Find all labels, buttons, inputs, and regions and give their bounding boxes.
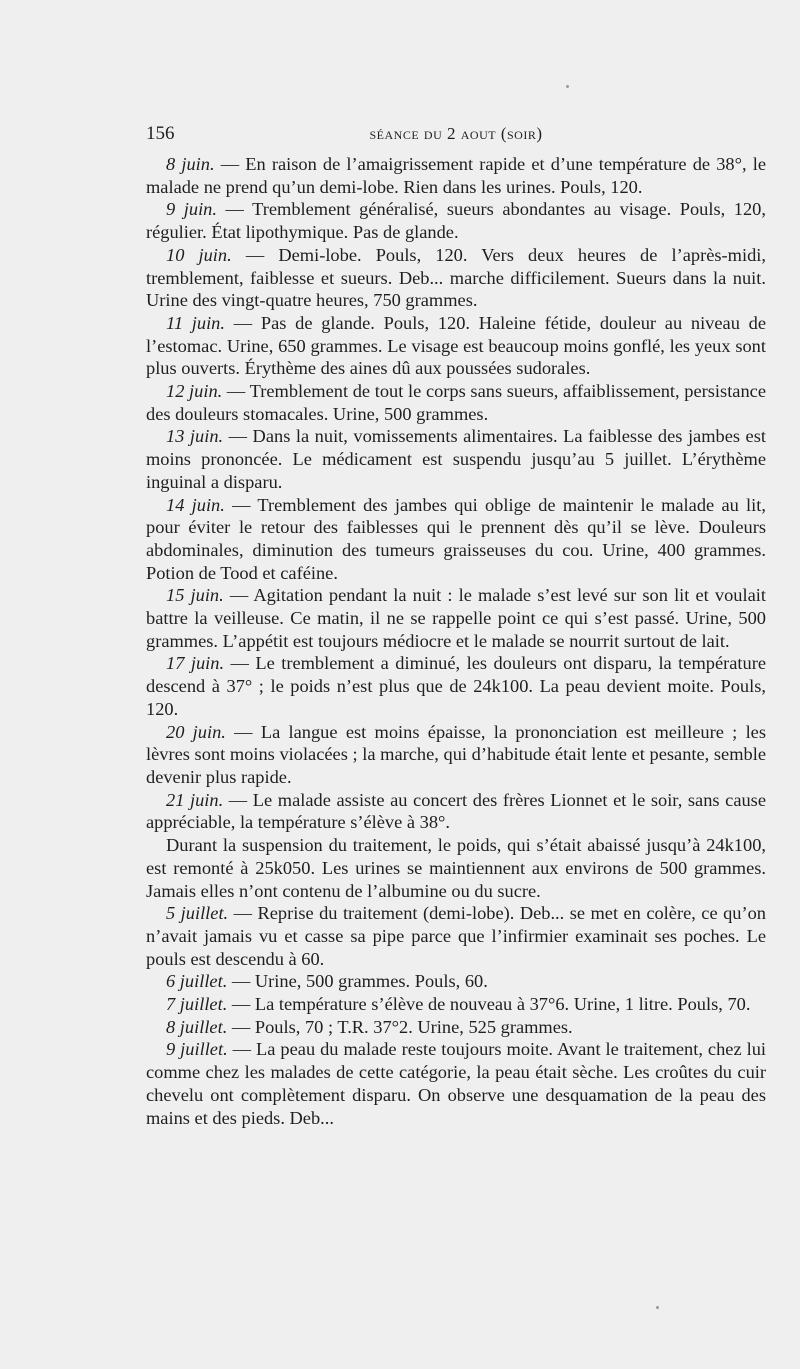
diary-entry: [146, 970, 766, 993]
diary-entry: [146, 244, 766, 312]
entry-date: 21 juin.: [166, 789, 224, 810]
entry-text: — Demi-lobe. Pouls, 120. Vers deux heures de l’après-midi, tremblement, faiblesse et sueurs. Deb... marche difficilement. Sueurs dans la nuit. Urine des vingt-quatre heures, 750 grammes.: [146, 244, 766, 311]
entry-date: 7 juillet.: [166, 994, 228, 1015]
entry-date: 13 juin.: [166, 426, 224, 447]
entry-text: — Pouls, 70 ; T.R. 37°2. Urine, 525 grammes.: [227, 1016, 573, 1037]
page-header: [146, 123, 766, 147]
entry-date: 6 juillet.: [166, 971, 228, 992]
entry-text: — Tremblement des jambes qui oblige de maintenir le malade au lit, pour éviter le retour des faiblesses qui le prennent dès qu’il se lève. Douleurs abdominales, diminution des tumeurs graisseuses du cou. Urine, 400 grammes. Potion de Tood et caféine.: [146, 494, 766, 583]
entry-date: 9 juin.: [166, 199, 217, 220]
diary-entry: [146, 902, 766, 970]
diary-entry: [146, 652, 766, 720]
entry-text: — Urine, 500 grammes. Pouls, 60.: [227, 971, 488, 992]
entry-text: — Tremblement de tout le corps sans sueurs, affaiblissement, persistance des douleurs stomacales. Urine, 500 grammes.: [146, 381, 766, 424]
entry-text: Durant la suspension du traitement, le poids, qui s’était abaissé jusqu’à 24k100, est remonté à 25k050. Les urines se maintiennent aux environs de 500 grammes. Jamais elles n’ont contenu de l’albumine ou du sucre.: [146, 835, 766, 901]
diary-entry: [146, 198, 766, 243]
diary-entry: [146, 425, 766, 493]
diary-entry: [146, 721, 766, 789]
entry-text: — Pas de glande. Pouls, 120. Haleine fétide, douleur au niveau de l’estomac. Urine, 650 grammes. Le visage est beaucoup moins gonflé, les yeux sont plus ouverts. Érythème des aines dû aux poussées sudorales.: [146, 312, 766, 379]
diary-entry: [146, 789, 766, 834]
entry-date: 5 juillet.: [166, 903, 229, 924]
summary-paragraph: [146, 834, 766, 902]
diary-entry: [146, 1038, 766, 1129]
diary-entry: [146, 1016, 766, 1039]
entry-text: — La peau du malade reste toujours moite. Avant le traitement, chez lui comme chez les malades de cette catégorie, la peau était sèche. Les croûtes du cuir chevelu ont complètement disparu. On observe une desquamation de la peau des mains et des pieds. Deb...: [146, 1039, 766, 1128]
entry-text: — Tremblement généralisé, sueurs abondantes au visage. Pouls, 120, régulier. État lipothymique. Pas de glande.: [146, 199, 766, 243]
diary-entry: [146, 312, 766, 380]
entry-text: — La température s’élève de nouveau à 37°6. Urine, 1 litre. Pouls, 70.: [227, 994, 751, 1015]
diary-entry: [146, 993, 766, 1016]
body-text: [146, 153, 766, 1129]
entry-date: 14 juin.: [166, 494, 225, 515]
entry-text: — La langue est moins épaisse, la prononciation est meilleure ; les lèvres sont moins violacées ; la marche, qui d’habitude était lente et pesante, semble devenir plus rapide.: [146, 721, 766, 787]
entry-text: — En raison de l’amaigrissement rapide et d’une température de 38°, le malade ne prend qu’un demi-lobe. Rien dans les urines. Pouls, 120.: [146, 154, 766, 197]
diary-entry: [146, 494, 766, 585]
entry-text: — Agitation pendant la nuit : le malade s’est levé sur son lit et voulait battre la veilleuse. Ce matin, il ne se rappelle point ce qui s’est passé. Urine, 500 grammes. L’appétit est toujours médiocre et le malade se nourrit surtout de lait.: [146, 585, 766, 651]
entry-date: 12 juin.: [166, 381, 223, 402]
entry-date: 15 juin.: [166, 585, 224, 606]
entry-date: 20 juin.: [166, 721, 226, 742]
entry-date: 8 juin.: [166, 154, 215, 174]
entry-text: — Reprise du traitement (demi-lobe). Deb... se met en colère, ce qu’on n’avait jamais vu et casse sa pipe parce que l’infirmier examinait ses poches. Le pouls est descendu à 60.: [146, 903, 766, 969]
diary-entry: [146, 380, 766, 425]
paper-speck: [656, 1306, 659, 1309]
running-title: séance du 2 aout (soir): [369, 124, 543, 143]
entry-date: 9 juillet.: [166, 1039, 228, 1060]
entry-text: — Dans la nuit, vomissements alimentaires. La faiblesse des jambes est moins prononcée. Le médicament est suspendu jusqu’au 5 juillet. L’érythème inguinal a disparu.: [146, 426, 766, 492]
entry-text: — Le tremblement a diminué, les douleurs ont disparu, la température descend à 37° ; le poids n’est plus que de 24k100. La peau devient moite. Pouls, 120.: [146, 653, 766, 719]
diary-entry: [146, 153, 766, 198]
entry-date: 11 juin.: [166, 312, 225, 333]
entry-text: — Le malade assiste au concert des frères Lionnet et le soir, sans cause appréciable, la température s’élève à 38°.: [146, 789, 766, 833]
page-number: 156: [146, 123, 175, 144]
paper-speck: [566, 85, 569, 88]
entry-date: 10 juin.: [166, 244, 232, 265]
diary-entry: [146, 584, 766, 652]
entry-date: 17 juin.: [166, 653, 225, 674]
entry-date: 8 juillet.: [166, 1016, 228, 1037]
